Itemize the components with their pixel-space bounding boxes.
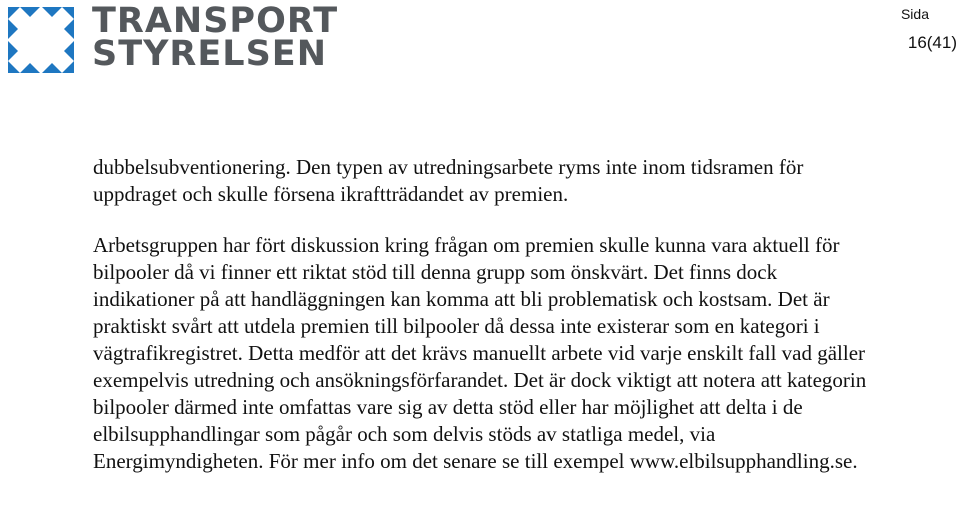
paragraph-1: dubbelsubventionering. Den typen av utredningsarbete ryms inte inom tidsramen för uppdraget och skulle försena ikraftträdandet av premien. xyxy=(93,155,804,206)
logo-mark-icon xyxy=(8,7,74,73)
page-number: 16(41) xyxy=(907,33,957,52)
transportstyrelsen-logo xyxy=(8,1,339,74)
page-indicator xyxy=(901,6,957,53)
logo-wordmark xyxy=(92,1,339,74)
logo-line-2: STYRELSEN xyxy=(92,34,327,74)
paragraph-2: Arbetsgruppen har fört diskussion kring frågan om premien skulle kunna vara aktuell för bilpooler då vi finner ett riktat stöd till denna grupp som önskvärt. Det finns dock indikationer på att handläggningen kan komma att bli problematisk och kostsam. Det är praktiskt svårt att utdela premien till bilpooler då dessa inte existerar som en kategori i vägtrafikregistret. Detta medför att det krävs manuellt arbete vid varje enskilt fall vad gäller exempelvis utredning och ansökningsförfarandet. Det är dock viktigt att notera att kategorin bilpooler därmed inte omfattas vare sig av detta stöd eller har möjlighet att delta i de elbilsupphandlingar som pågår och som delvis stöds av statliga medel, via Energimyndigheten. För mer info om det senare se till exempel www.elbilsupphandling.se. xyxy=(93,233,867,473)
document-body xyxy=(93,154,873,475)
page-label: Sida xyxy=(900,6,929,22)
logo-line-1: TRANSPORT xyxy=(92,1,339,41)
